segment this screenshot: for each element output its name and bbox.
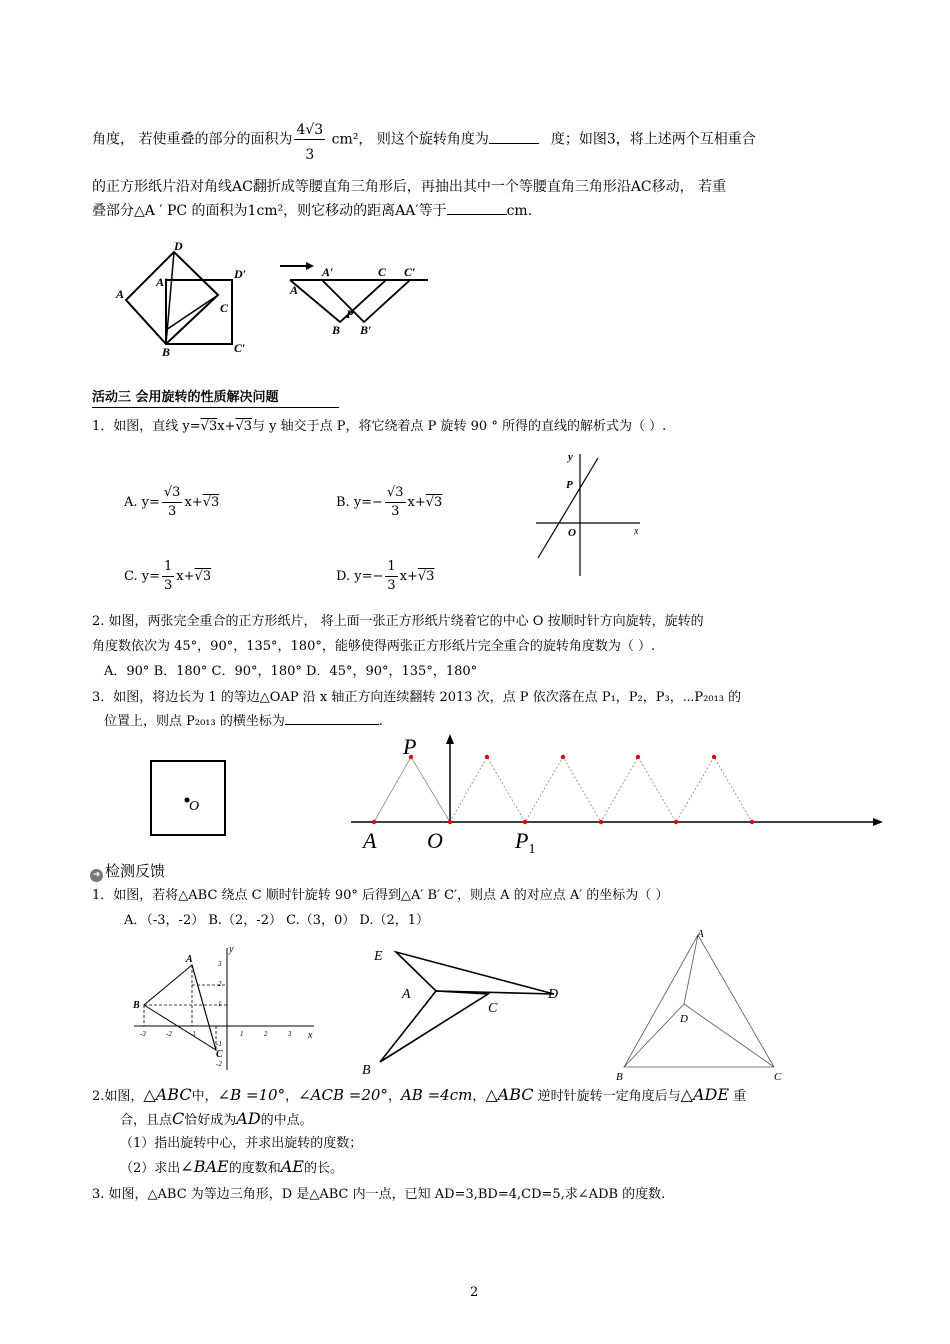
intro-line-1: 角度， 若使重叠的部分的面积为 $\frac{4√3}{3}$ cm²， 则这个旋转角度为 度；如图3，将上述两个互相重合 bbox=[92, 122, 756, 163]
vertex-points bbox=[372, 755, 754, 824]
label-C: C bbox=[220, 301, 229, 315]
figure-square-center bbox=[150, 760, 230, 840]
fb-q2-line2: 合，且点C恰好成为AD的中点。 bbox=[120, 1109, 313, 1128]
activity3-heading: 活动三 会用旋转的性质解决问题 bbox=[92, 389, 339, 408]
svg-text:2: 2 bbox=[264, 1030, 268, 1038]
label-A: A bbox=[186, 954, 193, 965]
fb-q3: 3. 如图，△ABC 为等边三角形，D 是△ABC 内一点，已知 AD=3,BD=4,CD=5,求∠ADB 的度数. bbox=[92, 1187, 666, 1202]
a3-q3-line1: 3．如图，将边长为 1 的等边△OAP 沿 x 轴正方向连续翻转 2013 次，点 P 依次落在点 P₁，P₂，P₃，⋯P₂₀₁₃ 的 bbox=[92, 690, 742, 705]
a3-q1-stem: 1．如图，直线 y=√3x+√3与 y 轴交于点 P，将它绕着点 P 旋转 90 ° 所得的直线的解析式为（ ）. bbox=[92, 419, 667, 434]
fraction-4root3-over-3: $\frac{4√3}{3}$ bbox=[296, 122, 324, 163]
label-C: C bbox=[216, 1049, 223, 1060]
label-A: A bbox=[363, 828, 377, 853]
label-P: P bbox=[403, 734, 417, 759]
svg-text:1: 1 bbox=[218, 1000, 222, 1008]
label-P: P bbox=[566, 479, 573, 491]
a3-q1-option-c: C. y= $\frac{1}{3}$ x+√3 bbox=[124, 559, 212, 593]
a3-q1-option-d: D. y=− $\frac{1}{3}$ x+√3 bbox=[336, 559, 435, 593]
segment-a-c bbox=[166, 295, 218, 330]
fb-q2-line1: 2.如图，△ABC中，∠B =10°，∠ACB =20°，AB =4cm，△ABC 逆时针旋转一定角度后与△ADE 重 bbox=[92, 1085, 747, 1104]
label-D: D bbox=[548, 987, 559, 1002]
fb-q1-options: A．（-3，-2） B.（2，-2） C.（3，0） D.（2，1） bbox=[124, 913, 430, 928]
fb-q2-sub2: （2）求出∠BAE的度数和AE的长。 bbox=[120, 1157, 343, 1176]
svg-text:1: 1 bbox=[240, 1030, 244, 1038]
label-C-prime: C′ bbox=[404, 265, 416, 279]
label-y: y bbox=[568, 451, 573, 463]
section-bullet-icon: ➜ bbox=[90, 869, 103, 882]
svg-text:3: 3 bbox=[288, 1030, 292, 1038]
segment-AD bbox=[684, 935, 698, 1004]
label-C: C bbox=[488, 1001, 498, 1016]
sqrt-3: √3 bbox=[200, 419, 218, 434]
label-A: A bbox=[290, 283, 299, 297]
a3-q2-line2: 角度数依次为 45°，90°，135°，180°，能够使得两张正方形纸片完全重合的旋转角度数为（ ）. bbox=[92, 639, 656, 654]
label-A-prime: A′ bbox=[322, 265, 334, 279]
label-E: E bbox=[374, 949, 383, 964]
a3-q1-option-a: A. y= $\frac{√3}{3}$ x+√3 bbox=[124, 485, 220, 519]
figure-line-graph bbox=[530, 448, 650, 583]
fb-q1-stem: 1．如图，若将△ABC 绕点 C 顺时针旋转 90° 后得到△A′ B′ C′，则点 A 的对应点 A′ 的坐标为（ ） bbox=[92, 888, 669, 903]
label-B: B bbox=[162, 345, 171, 359]
a3-q2-line1: 2. 如图，两张完全重合的正方形纸片， 将上面一张正方形纸片绕着它的中心 O 按顺时针方向旋转，旋转的 bbox=[92, 614, 704, 629]
figure-coordinate-graph bbox=[128, 942, 323, 1077]
figure-rotated-triangles bbox=[362, 940, 572, 1080]
label-B: B bbox=[616, 1071, 623, 1083]
answer-blank-angle bbox=[489, 143, 539, 144]
svg-text:-1: -1 bbox=[190, 1030, 196, 1038]
triangle-ADE bbox=[396, 952, 554, 994]
label-B-prime: B′ bbox=[360, 323, 372, 337]
diagonal bbox=[166, 252, 174, 344]
square-abcd bbox=[126, 252, 218, 344]
triangle-OAP bbox=[374, 757, 450, 822]
label-O: O bbox=[568, 527, 576, 539]
svg-text:-2: -2 bbox=[166, 1030, 172, 1038]
a3-q2-options: A．90° B．180° C．90°，180° D．45°，90°，135°，180° bbox=[104, 664, 478, 679]
label-A: A bbox=[697, 928, 704, 940]
label-D: D bbox=[174, 239, 183, 253]
page-number: 2 bbox=[470, 1285, 479, 1300]
intro-line-3: 叠部分△A ′ PC 的面积为1cm²，则它移动的距离AA′等于 cm. bbox=[92, 203, 533, 219]
a3-q1-option-b: B. y=− $\frac{√3}{3}$ x+√3 bbox=[336, 485, 443, 519]
label-D-prime: D′ bbox=[234, 267, 247, 281]
label-A: A bbox=[116, 287, 125, 301]
label-D: D bbox=[680, 1013, 688, 1025]
label-x: x bbox=[308, 1030, 313, 1041]
label-x: x bbox=[634, 526, 639, 537]
triangle-ABC bbox=[624, 935, 774, 1067]
x-axis-arrow bbox=[873, 818, 883, 826]
label-P: P bbox=[346, 307, 354, 321]
sqrt-3: √3 bbox=[235, 419, 253, 434]
line-graph bbox=[538, 458, 598, 558]
figure-flipping-triangle bbox=[345, 730, 890, 860]
feedback-heading: ➜ 检测反馈 bbox=[90, 862, 165, 882]
fb-q2-sub1: （1）指出旋转中心，并求出旋转的度数； bbox=[120, 1136, 363, 1151]
svg-text:-3: -3 bbox=[140, 1030, 146, 1038]
dotted-path bbox=[450, 757, 752, 822]
answer-blank-distance bbox=[447, 214, 507, 215]
figure-sliding-triangles bbox=[280, 260, 440, 340]
triangle-ABC bbox=[380, 991, 488, 1062]
label-y: y bbox=[229, 944, 234, 955]
label-C: C bbox=[378, 265, 387, 279]
svg-text:-1: -1 bbox=[216, 1040, 222, 1048]
a3-q3-line2: 位置上，则点 P₂₀₁₃ 的横坐标为 . bbox=[104, 714, 383, 729]
label-C: C bbox=[774, 1071, 782, 1083]
arrow-head bbox=[306, 262, 314, 270]
label-P1: $P_1$ bbox=[515, 828, 536, 857]
label-A: A bbox=[402, 987, 411, 1002]
label-C-prime: C′ bbox=[234, 341, 246, 355]
svg-text:3: 3 bbox=[218, 960, 222, 968]
label-O: O bbox=[189, 799, 200, 814]
triangle-ABC bbox=[144, 965, 216, 1050]
label-A-prime: A′ bbox=[156, 275, 168, 289]
label-B: B bbox=[362, 1063, 371, 1078]
label-O: O bbox=[427, 828, 443, 853]
segment-CD bbox=[684, 1004, 774, 1067]
triangle-A-B-C-prime bbox=[322, 280, 410, 322]
svg-text:-2: -2 bbox=[216, 1060, 222, 1068]
svg-text:2: 2 bbox=[218, 980, 222, 988]
y-axis-arrow bbox=[446, 734, 454, 744]
label-B: B bbox=[133, 1000, 140, 1011]
intro-line-2: 的正方形纸片沿对角线AC翻折成等腰直角三角形后，再抽出其中一个等腰直角三角形沿AC移动， 若重 bbox=[92, 179, 727, 195]
label-B: B bbox=[332, 323, 341, 337]
figure-rotated-squares bbox=[110, 240, 260, 360]
answer-blank-coordinate bbox=[285, 724, 379, 725]
figure-equilateral-triangle bbox=[612, 925, 792, 1083]
